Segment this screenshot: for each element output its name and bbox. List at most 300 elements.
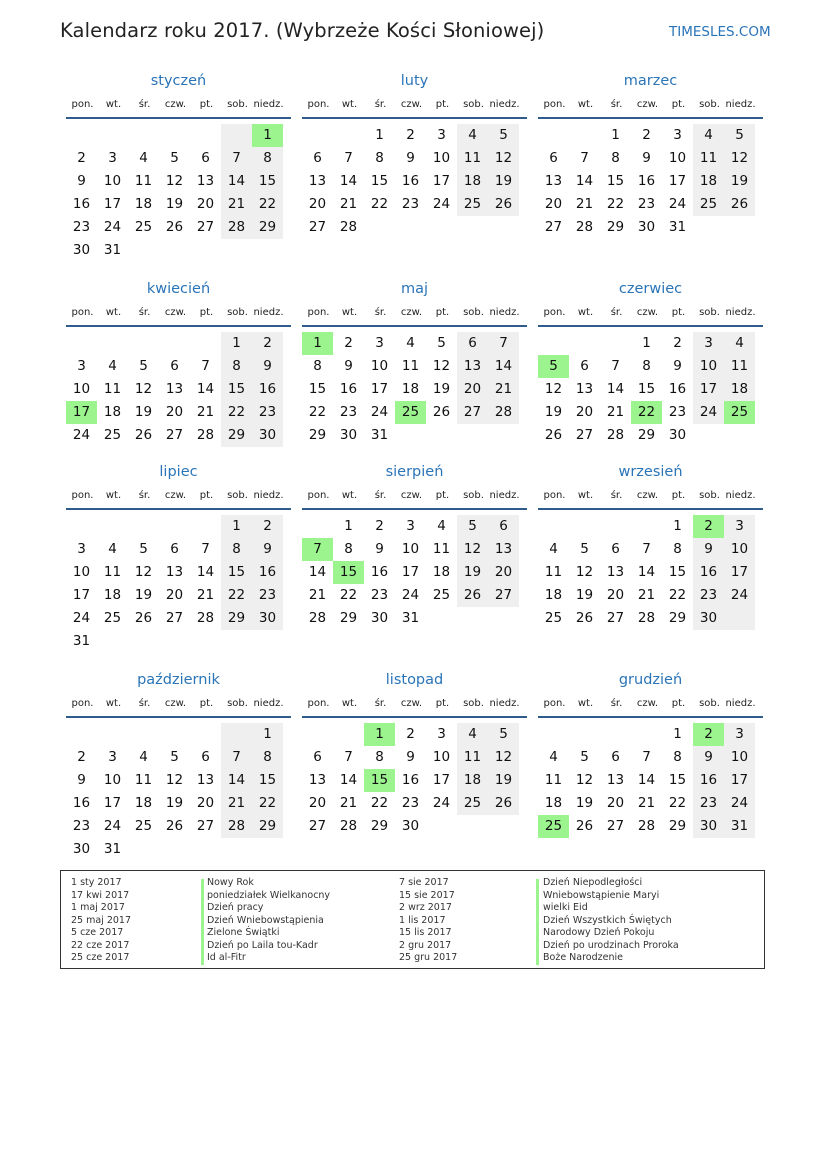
day-cell[interactable]: 29	[668, 818, 687, 834]
day-cell[interactable]: 21	[606, 404, 625, 420]
day-cell[interactable]: 6	[170, 358, 179, 374]
day-cell[interactable]: 20	[606, 795, 625, 811]
day-cell[interactable]: 4	[704, 127, 713, 143]
day-cell[interactable]: 1	[263, 726, 272, 742]
day-cell[interactable]: 28	[606, 427, 625, 443]
day-cell[interactable]: 24	[432, 196, 451, 212]
day-cell[interactable]: 14	[575, 173, 594, 189]
day-cell[interactable]: 13	[196, 173, 215, 189]
day-cell[interactable]: 18	[463, 772, 482, 788]
day-cell[interactable]: 20	[308, 196, 327, 212]
day-cell[interactable]: 2	[77, 749, 86, 765]
day-cell[interactable]: 11	[463, 150, 482, 166]
day-cell[interactable]: 27	[196, 219, 215, 235]
day-cell[interactable]: 18	[432, 564, 451, 580]
day-cell[interactable]: 17	[730, 772, 749, 788]
day-cell[interactable]: 10	[103, 772, 122, 788]
day-cell[interactable]: 5	[735, 127, 744, 143]
day-cell[interactable]: 10	[72, 381, 91, 397]
day-cell[interactable]: 29	[637, 427, 656, 443]
day-cell[interactable]: 24	[72, 610, 91, 626]
day-cell[interactable]: 18	[134, 795, 153, 811]
day-cell[interactable]: 3	[673, 127, 682, 143]
day-cell[interactable]: 3	[108, 150, 117, 166]
day-cell[interactable]: 24	[103, 219, 122, 235]
day-cell[interactable]: 30	[370, 610, 389, 626]
holiday-day-cell[interactable]: 17	[66, 401, 97, 424]
day-cell[interactable]: 11	[432, 541, 451, 557]
holiday-day-cell[interactable]: 22	[631, 401, 662, 424]
day-cell[interactable]: 12	[165, 173, 184, 189]
day-cell[interactable]: 29	[606, 219, 625, 235]
day-cell[interactable]: 7	[201, 358, 210, 374]
day-cell[interactable]: 6	[170, 541, 179, 557]
day-cell[interactable]: 8	[375, 150, 384, 166]
day-cell[interactable]: 7	[611, 358, 620, 374]
day-cell[interactable]: 3	[77, 358, 86, 374]
day-cell[interactable]: 31	[370, 427, 389, 443]
day-cell[interactable]: 10	[730, 749, 749, 765]
day-cell[interactable]: 18	[463, 173, 482, 189]
day-cell[interactable]: 30	[699, 610, 718, 626]
day-cell[interactable]: 7	[642, 541, 651, 557]
day-cell[interactable]: 16	[401, 772, 420, 788]
day-cell[interactable]: 2	[375, 518, 384, 534]
day-cell[interactable]: 3	[437, 127, 446, 143]
holiday-day-cell[interactable]: 1	[364, 723, 395, 746]
day-cell[interactable]: 25	[134, 818, 153, 834]
holiday-day-cell[interactable]: 7	[302, 538, 333, 561]
day-cell[interactable]: 24	[72, 427, 91, 443]
day-cell[interactable]: 16	[699, 772, 718, 788]
day-cell[interactable]: 3	[735, 518, 744, 534]
day-cell[interactable]: 25	[103, 427, 122, 443]
day-cell[interactable]: 19	[134, 587, 153, 603]
day-cell[interactable]: 14	[227, 173, 246, 189]
day-cell[interactable]: 15	[227, 564, 246, 580]
day-cell[interactable]: 27	[606, 818, 625, 834]
day-cell[interactable]: 30	[72, 841, 91, 857]
day-cell[interactable]: 2	[673, 335, 682, 351]
day-cell[interactable]: 27	[308, 818, 327, 834]
day-cell[interactable]: 11	[134, 173, 153, 189]
day-cell[interactable]: 16	[72, 196, 91, 212]
day-cell[interactable]: 29	[339, 610, 358, 626]
day-cell[interactable]: 24	[730, 795, 749, 811]
day-cell[interactable]: 23	[258, 404, 277, 420]
day-cell[interactable]: 12	[134, 381, 153, 397]
day-cell[interactable]: 11	[730, 358, 749, 374]
day-cell[interactable]: 27	[196, 818, 215, 834]
day-cell[interactable]: 31	[103, 841, 122, 857]
day-cell[interactable]: 2	[406, 726, 415, 742]
day-cell[interactable]: 2	[406, 127, 415, 143]
day-cell[interactable]: 2	[344, 335, 353, 351]
day-cell[interactable]: 27	[575, 427, 594, 443]
day-cell[interactable]: 13	[308, 173, 327, 189]
day-cell[interactable]: 10	[72, 564, 91, 580]
day-cell[interactable]: 12	[494, 749, 513, 765]
day-cell[interactable]: 3	[735, 726, 744, 742]
day-cell[interactable]: 9	[263, 358, 272, 374]
day-cell[interactable]: 19	[575, 587, 594, 603]
day-cell[interactable]: 8	[263, 150, 272, 166]
day-cell[interactable]: 21	[575, 196, 594, 212]
day-cell[interactable]: 14	[339, 772, 358, 788]
day-cell[interactable]: 15	[258, 772, 277, 788]
day-cell[interactable]: 20	[308, 795, 327, 811]
day-cell[interactable]: 21	[637, 795, 656, 811]
day-cell[interactable]: 8	[673, 541, 682, 557]
day-cell[interactable]: 19	[544, 404, 563, 420]
day-cell[interactable]: 23	[370, 587, 389, 603]
day-cell[interactable]: 25	[463, 795, 482, 811]
day-cell[interactable]: 4	[468, 726, 477, 742]
day-cell[interactable]: 12	[494, 150, 513, 166]
day-cell[interactable]: 7	[499, 335, 508, 351]
day-cell[interactable]: 30	[401, 818, 420, 834]
day-cell[interactable]: 13	[308, 772, 327, 788]
day-cell[interactable]: 30	[258, 610, 277, 626]
day-cell[interactable]: 4	[139, 749, 148, 765]
day-cell[interactable]: 18	[103, 404, 122, 420]
holiday-day-cell[interactable]: 25	[395, 401, 426, 424]
day-cell[interactable]: 16	[370, 564, 389, 580]
day-cell[interactable]: 8	[375, 749, 384, 765]
day-cell[interactable]: 5	[437, 335, 446, 351]
day-cell[interactable]: 8	[642, 358, 651, 374]
day-cell[interactable]: 4	[437, 518, 446, 534]
day-cell[interactable]: 17	[370, 381, 389, 397]
day-cell[interactable]: 10	[103, 173, 122, 189]
day-cell[interactable]: 24	[370, 404, 389, 420]
day-cell[interactable]: 28	[308, 610, 327, 626]
day-cell[interactable]: 19	[165, 795, 184, 811]
day-cell[interactable]: 12	[134, 564, 153, 580]
day-cell[interactable]: 22	[606, 196, 625, 212]
day-cell[interactable]: 8	[673, 749, 682, 765]
day-cell[interactable]: 13	[165, 564, 184, 580]
day-cell[interactable]: 4	[406, 335, 415, 351]
day-cell[interactable]: 23	[637, 196, 656, 212]
day-cell[interactable]: 22	[370, 196, 389, 212]
day-cell[interactable]: 31	[72, 633, 91, 649]
day-cell[interactable]: 15	[308, 381, 327, 397]
day-cell[interactable]: 18	[103, 587, 122, 603]
day-cell[interactable]: 17	[103, 795, 122, 811]
day-cell[interactable]: 27	[463, 404, 482, 420]
day-cell[interactable]: 4	[108, 541, 117, 557]
day-cell[interactable]: 12	[165, 772, 184, 788]
day-cell[interactable]: 8	[611, 150, 620, 166]
day-cell[interactable]: 25	[134, 219, 153, 235]
day-cell[interactable]: 12	[575, 772, 594, 788]
day-cell[interactable]: 31	[103, 242, 122, 258]
day-cell[interactable]: 12	[463, 541, 482, 557]
day-cell[interactable]: 18	[134, 196, 153, 212]
day-cell[interactable]: 3	[375, 335, 384, 351]
day-cell[interactable]: 18	[544, 795, 563, 811]
day-cell[interactable]: 26	[134, 427, 153, 443]
day-cell[interactable]: 2	[642, 127, 651, 143]
day-cell[interactable]: 26	[165, 818, 184, 834]
day-cell[interactable]: 15	[668, 564, 687, 580]
day-cell[interactable]: 11	[544, 772, 563, 788]
day-cell[interactable]: 23	[668, 404, 687, 420]
day-cell[interactable]: 17	[432, 173, 451, 189]
day-cell[interactable]: 10	[668, 150, 687, 166]
day-cell[interactable]: 31	[730, 818, 749, 834]
day-cell[interactable]: 31	[401, 610, 420, 626]
day-cell[interactable]: 22	[308, 404, 327, 420]
day-cell[interactable]: 22	[227, 404, 246, 420]
day-cell[interactable]: 6	[611, 541, 620, 557]
day-cell[interactable]: 7	[642, 749, 651, 765]
day-cell[interactable]: 3	[704, 335, 713, 351]
day-cell[interactable]: 9	[704, 541, 713, 557]
day-cell[interactable]: 17	[72, 587, 91, 603]
day-cell[interactable]: 17	[401, 564, 420, 580]
day-cell[interactable]: 5	[499, 726, 508, 742]
day-cell[interactable]: 21	[339, 196, 358, 212]
day-cell[interactable]: 16	[668, 381, 687, 397]
day-cell[interactable]: 2	[263, 518, 272, 534]
day-cell[interactable]: 30	[668, 427, 687, 443]
day-cell[interactable]: 13	[165, 381, 184, 397]
day-cell[interactable]: 22	[370, 795, 389, 811]
day-cell[interactable]: 14	[196, 564, 215, 580]
day-cell[interactable]: 28	[494, 404, 513, 420]
day-cell[interactable]: 17	[432, 772, 451, 788]
day-cell[interactable]: 29	[258, 818, 277, 834]
day-cell[interactable]: 28	[339, 818, 358, 834]
day-cell[interactable]: 23	[72, 219, 91, 235]
day-cell[interactable]: 28	[637, 610, 656, 626]
day-cell[interactable]: 10	[699, 358, 718, 374]
day-cell[interactable]: 1	[232, 518, 241, 534]
day-cell[interactable]: 11	[401, 358, 420, 374]
day-cell[interactable]: 14	[494, 358, 513, 374]
day-cell[interactable]: 9	[704, 749, 713, 765]
day-cell[interactable]: 1	[642, 335, 651, 351]
day-cell[interactable]: 19	[730, 173, 749, 189]
day-cell[interactable]: 4	[139, 150, 148, 166]
day-cell[interactable]: 13	[606, 772, 625, 788]
day-cell[interactable]: 2	[263, 335, 272, 351]
day-cell[interactable]: 5	[580, 749, 589, 765]
day-cell[interactable]: 30	[72, 242, 91, 258]
day-cell[interactable]: 23	[699, 587, 718, 603]
day-cell[interactable]: 26	[575, 818, 594, 834]
day-cell[interactable]: 24	[432, 795, 451, 811]
holiday-day-cell[interactable]: 1	[302, 332, 333, 355]
day-cell[interactable]: 15	[258, 173, 277, 189]
day-cell[interactable]: 6	[313, 749, 322, 765]
site-link[interactable]: TIMESLES.COM	[669, 24, 771, 40]
holiday-day-cell[interactable]: 15	[364, 769, 395, 792]
day-cell[interactable]: 28	[227, 219, 246, 235]
day-cell[interactable]: 18	[730, 381, 749, 397]
day-cell[interactable]: 27	[165, 427, 184, 443]
day-cell[interactable]: 11	[103, 381, 122, 397]
day-cell[interactable]: 22	[668, 795, 687, 811]
day-cell[interactable]: 29	[258, 219, 277, 235]
day-cell[interactable]: 24	[668, 196, 687, 212]
day-cell[interactable]: 29	[308, 427, 327, 443]
day-cell[interactable]: 13	[575, 381, 594, 397]
day-cell[interactable]: 28	[227, 818, 246, 834]
holiday-day-cell[interactable]: 25	[724, 401, 755, 424]
day-cell[interactable]: 9	[77, 173, 86, 189]
day-cell[interactable]: 13	[463, 358, 482, 374]
day-cell[interactable]: 21	[339, 795, 358, 811]
day-cell[interactable]: 9	[406, 749, 415, 765]
day-cell[interactable]: 1	[611, 127, 620, 143]
day-cell[interactable]: 12	[544, 381, 563, 397]
day-cell[interactable]: 5	[170, 749, 179, 765]
day-cell[interactable]: 3	[406, 518, 415, 534]
holiday-day-cell[interactable]: 2	[693, 723, 724, 746]
day-cell[interactable]: 13	[544, 173, 563, 189]
day-cell[interactable]: 22	[668, 587, 687, 603]
day-cell[interactable]: 24	[401, 587, 420, 603]
day-cell[interactable]: 16	[401, 173, 420, 189]
day-cell[interactable]: 20	[196, 795, 215, 811]
day-cell[interactable]: 21	[196, 587, 215, 603]
day-cell[interactable]: 20	[494, 564, 513, 580]
day-cell[interactable]: 1	[673, 518, 682, 534]
day-cell[interactable]: 18	[544, 587, 563, 603]
day-cell[interactable]: 5	[170, 150, 179, 166]
day-cell[interactable]: 29	[227, 427, 246, 443]
day-cell[interactable]: 27	[165, 610, 184, 626]
day-cell[interactable]: 10	[432, 150, 451, 166]
day-cell[interactable]: 4	[549, 749, 558, 765]
day-cell[interactable]: 17	[730, 564, 749, 580]
day-cell[interactable]: 9	[375, 541, 384, 557]
day-cell[interactable]: 29	[668, 610, 687, 626]
day-cell[interactable]: 27	[308, 219, 327, 235]
day-cell[interactable]: 2	[77, 150, 86, 166]
day-cell[interactable]: 13	[494, 541, 513, 557]
day-cell[interactable]: 22	[258, 196, 277, 212]
day-cell[interactable]: 8	[232, 358, 241, 374]
day-cell[interactable]: 9	[77, 772, 86, 788]
day-cell[interactable]: 14	[227, 772, 246, 788]
day-cell[interactable]: 16	[339, 381, 358, 397]
day-cell[interactable]: 11	[134, 772, 153, 788]
day-cell[interactable]: 16	[258, 564, 277, 580]
day-cell[interactable]: 7	[344, 749, 353, 765]
day-cell[interactable]: 4	[468, 127, 477, 143]
day-cell[interactable]: 25	[103, 610, 122, 626]
day-cell[interactable]: 11	[103, 564, 122, 580]
day-cell[interactable]: 27	[606, 610, 625, 626]
day-cell[interactable]: 6	[201, 749, 210, 765]
day-cell[interactable]: 14	[308, 564, 327, 580]
day-cell[interactable]: 3	[437, 726, 446, 742]
day-cell[interactable]: 3	[77, 541, 86, 557]
day-cell[interactable]: 5	[468, 518, 477, 534]
day-cell[interactable]: 28	[575, 219, 594, 235]
day-cell[interactable]: 21	[494, 381, 513, 397]
day-cell[interactable]: 30	[699, 818, 718, 834]
day-cell[interactable]: 30	[637, 219, 656, 235]
day-cell[interactable]: 30	[339, 427, 358, 443]
day-cell[interactable]: 4	[108, 358, 117, 374]
day-cell[interactable]: 7	[232, 749, 241, 765]
day-cell[interactable]: 20	[165, 587, 184, 603]
day-cell[interactable]: 5	[139, 358, 148, 374]
day-cell[interactable]: 19	[463, 564, 482, 580]
day-cell[interactable]: 11	[544, 564, 563, 580]
day-cell[interactable]: 9	[344, 358, 353, 374]
day-cell[interactable]: 19	[165, 196, 184, 212]
day-cell[interactable]: 25	[699, 196, 718, 212]
day-cell[interactable]: 8	[263, 749, 272, 765]
holiday-day-cell[interactable]: 25	[538, 815, 569, 838]
day-cell[interactable]: 4	[735, 335, 744, 351]
day-cell[interactable]: 18	[699, 173, 718, 189]
day-cell[interactable]: 19	[432, 381, 451, 397]
day-cell[interactable]: 17	[699, 381, 718, 397]
day-cell[interactable]: 8	[313, 358, 322, 374]
day-cell[interactable]: 22	[339, 587, 358, 603]
day-cell[interactable]: 16	[72, 795, 91, 811]
day-cell[interactable]: 20	[463, 381, 482, 397]
day-cell[interactable]: 21	[227, 196, 246, 212]
day-cell[interactable]: 26	[575, 610, 594, 626]
day-cell[interactable]: 8	[232, 541, 241, 557]
day-cell[interactable]: 7	[201, 541, 210, 557]
day-cell[interactable]: 29	[227, 610, 246, 626]
day-cell[interactable]: 15	[370, 173, 389, 189]
day-cell[interactable]: 7	[580, 150, 589, 166]
day-cell[interactable]: 10	[730, 541, 749, 557]
day-cell[interactable]: 25	[432, 587, 451, 603]
holiday-day-cell[interactable]: 1	[252, 124, 283, 147]
holiday-day-cell[interactable]: 2	[693, 515, 724, 538]
day-cell[interactable]: 16	[637, 173, 656, 189]
day-cell[interactable]: 15	[606, 173, 625, 189]
day-cell[interactable]: 21	[308, 587, 327, 603]
day-cell[interactable]: 25	[544, 610, 563, 626]
day-cell[interactable]: 3	[108, 749, 117, 765]
day-cell[interactable]: 26	[544, 427, 563, 443]
day-cell[interactable]: 26	[134, 610, 153, 626]
day-cell[interactable]: 27	[544, 219, 563, 235]
day-cell[interactable]: 10	[432, 749, 451, 765]
day-cell[interactable]: 6	[468, 335, 477, 351]
day-cell[interactable]: 15	[637, 381, 656, 397]
day-cell[interactable]: 24	[730, 587, 749, 603]
day-cell[interactable]: 31	[668, 219, 687, 235]
day-cell[interactable]: 11	[699, 150, 718, 166]
day-cell[interactable]: 1	[232, 335, 241, 351]
day-cell[interactable]: 17	[668, 173, 687, 189]
day-cell[interactable]: 14	[637, 772, 656, 788]
day-cell[interactable]: 1	[375, 127, 384, 143]
day-cell[interactable]: 6	[580, 358, 589, 374]
day-cell[interactable]: 5	[580, 541, 589, 557]
day-cell[interactable]: 9	[406, 150, 415, 166]
day-cell[interactable]: 6	[201, 150, 210, 166]
day-cell[interactable]: 14	[339, 173, 358, 189]
day-cell[interactable]: 9	[673, 358, 682, 374]
day-cell[interactable]: 21	[637, 587, 656, 603]
day-cell[interactable]: 24	[699, 404, 718, 420]
day-cell[interactable]: 6	[549, 150, 558, 166]
